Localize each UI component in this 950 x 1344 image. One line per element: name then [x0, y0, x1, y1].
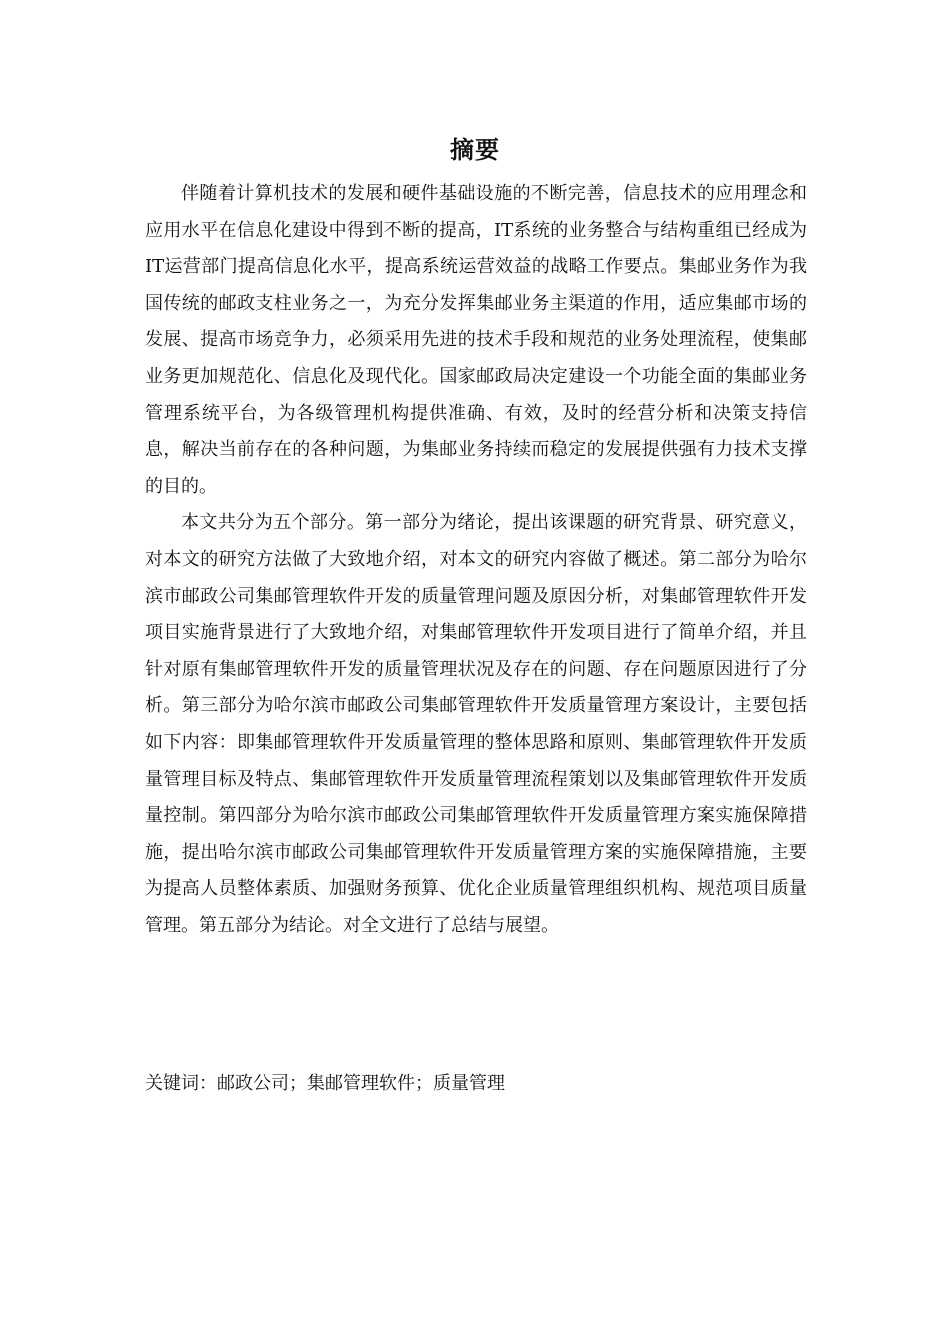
abstract-body: [145, 176, 807, 944]
page-title: 摘要: [450, 136, 500, 164]
keywords-line: 关键词：邮政公司；集邮管理软件；质量管理: [145, 1073, 505, 1094]
abstract-paragraph-2: 本文共分为五个部分。第一部分为绪论，提出该课题的研究背景、研究意义，对本文的研究方法做了大致地介绍，对本文的研究内容做了概述。第二部分为哈尔滨市邮政公司集邮管理软件开发的质量管理问题及原因分析，对集邮管理软件开发项目实施背景进行了大致地介绍，对集邮管理软件开发项目进行了简单介绍，并且针对原有集邮管理软件开发的质量管理状况及存在的问题、存在问题原因进行了分析。第三部分为哈尔滨市邮政公司集邮管理软件开发质量管理方案设计，主要包括如下内容：即集邮管理软件开发质量管理的整体思路和原则、集邮管理软件开发质量管理目标及特点、集邮管理软件开发质量管理流程策划以及集邮管理软件开发质量控制。第四部分为哈尔滨市邮政公司集邮管理软件开发质量管理方案实施保障措施，提出哈尔滨市邮政公司集邮管理软件开发质量管理方案的实施保障措施，主要为提高人员整体素质、加强财务预算、优化企业质量管理组织机构、规范项目质量管理。第五部分为结论。对全文进行了总结与展望。: [145, 512, 807, 936]
abstract-paragraph-1: 伴随着计算机技术的发展和硬件基础设施的不断完善，信息技术的应用理念和应用水平在信息化建设中得到不断的提高，IT系统的业务整合与结构重组已经成为IT运营部门提高信息化水平，提高系统运营效益的战略工作要点。集邮业务作为我国传统的邮政支柱业务之一，为充分发挥集邮业务主渠道的作用，适应集邮市场的发展、提高市场竞争力，必须采用先进的技术手段和规范的业务处理流程，使集邮业务更加规范化、信息化及现代化。国家邮政局决定建设一个功能全面的集邮业务管理系统平台，为各级管理机构提供准确、有效，及时的经营分析和决策支持信息，解决当前存在的各种问题，为集邮业务持续而稳定的发展提供强有力技术支撑的目的。: [145, 183, 807, 497]
